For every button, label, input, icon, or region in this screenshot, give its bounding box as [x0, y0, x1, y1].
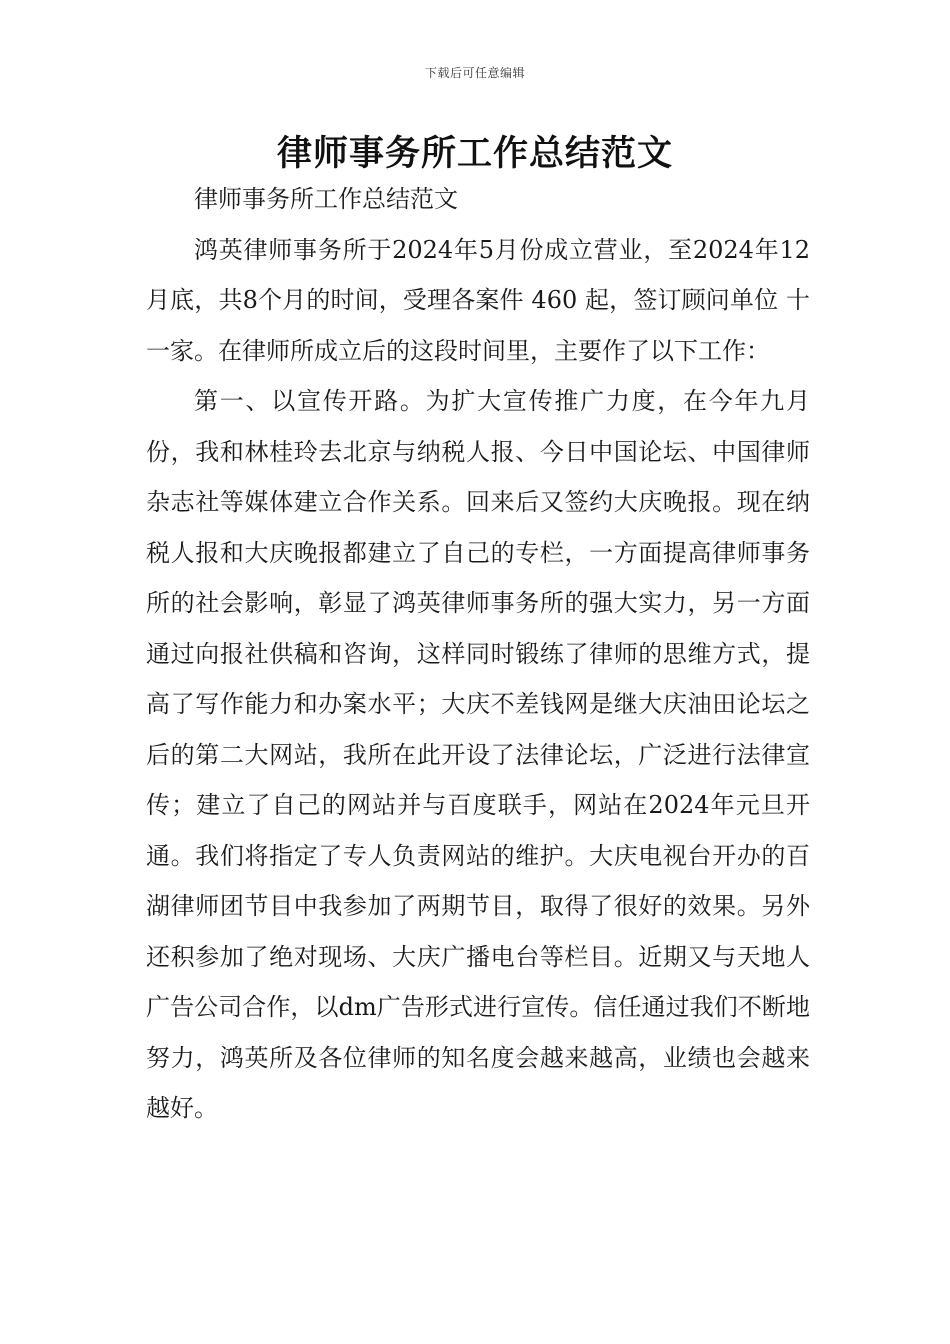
- document-title: 律师事务所工作总结范文: [276, 134, 673, 174]
- header-note: 下载后可任意编辑: [424, 66, 525, 80]
- publicity-paragraph: 第一、以宣传开路。为扩大宣传推广力度，在今年九月份，我和林桂玲去北京与纳税人报、今日中国论坛、中国律师杂志社等媒体建立合作关系。回来后又签约大庆晚报。现在纳税人报和大庆晚报都建立了自己的专栏，一方面提高律师事务所的社会影响，彰显了鸿英律师事务所的强大实力，另一方面通过向报社供稿和咨询，这样同时锻练了律师的思维方式，提高了写作能力和办案水平；大庆不差钱网是继大庆油田论坛之后的第二大网站，我所在此开设了法律论坛，广泛进行法律宣传；建立了自己的网站并与百度联手，网站在2024年元旦开通。我们将指定了专人负责网站的维护。大庆电视台开办的百湖律师团节目中我参加了两期节目，取得了很好的效果。另外还积参加了绝对现场、大庆广播电台等栏目。近期又与天地人广告公司合作，以dm广告形式进行宣传。信任通过我们不断地努力，鸿英所及各位律师的知名度会越来越高，业绩也会越来越好。: [146, 387, 810, 1122]
- subtitle-paragraph: 律师事务所工作总结范文: [194, 185, 458, 213]
- document-body: [146, 174, 810, 1134]
- intro-paragraph: 鸿英律师事务所于2024年5月份成立营业，至2024年12月底，共8个月的时间，受理各案件 460 起，签订顾问单位 十一家。在律师所成立后的这段时间里，主要作了以下工作：: [146, 235, 810, 365]
